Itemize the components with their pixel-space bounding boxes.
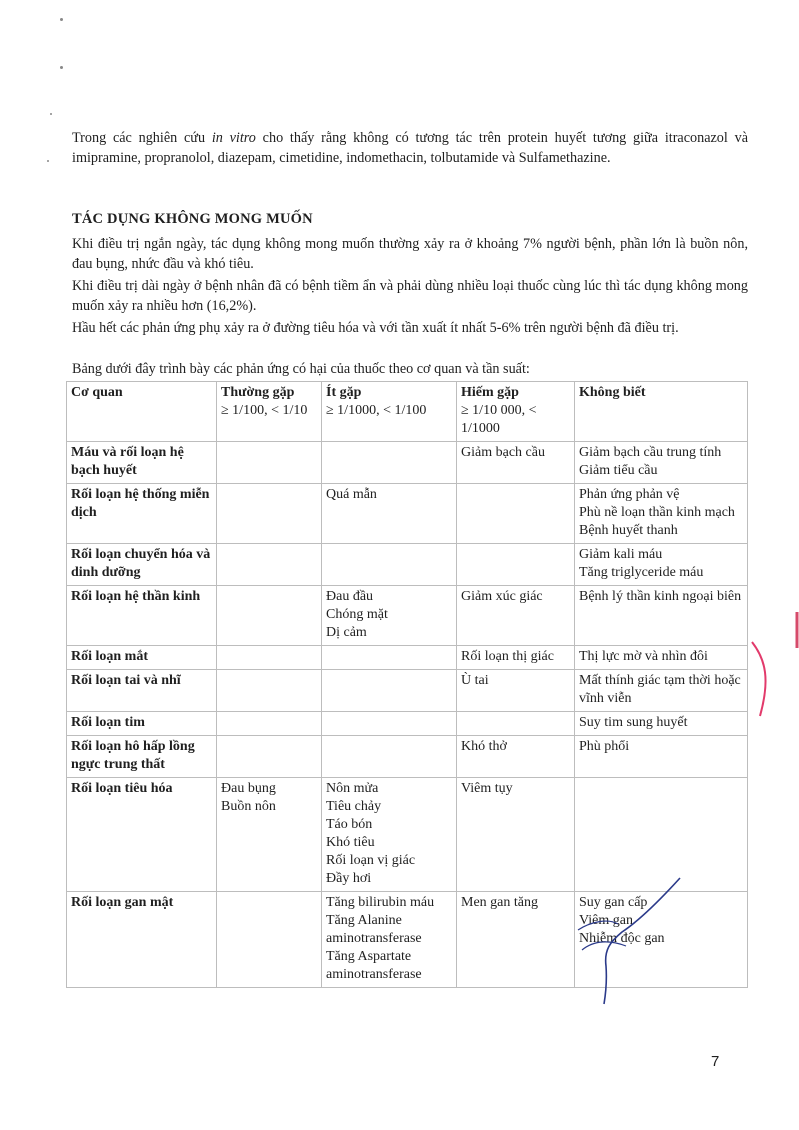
red-pen-mark — [748, 640, 778, 720]
frequency-cell-unknown — [575, 484, 748, 544]
reaction-item: Quá mẫn — [326, 487, 377, 502]
frequency-cell-rare — [457, 646, 575, 670]
frequency-cell-common — [217, 712, 322, 736]
frequency-cell-unknown — [575, 442, 748, 484]
frequency-cell-uncommon — [322, 442, 457, 484]
frequency-cell-common — [217, 484, 322, 544]
frequency-cell-rare — [457, 778, 575, 892]
frequency-cell-rare — [457, 586, 575, 646]
reaction-item: Giảm bạch cầu trung tính — [579, 445, 722, 460]
header-rare: Hiếm gặp ≥ 1/10 000, < 1/1000 — [457, 382, 575, 442]
frequency-cell-uncommon — [322, 778, 457, 892]
frequency-cell-uncommon — [322, 892, 457, 988]
frequency-cell-unknown — [575, 646, 748, 670]
reaction-item: Thị lực mờ và nhìn đôi — [579, 649, 708, 664]
frequency-cell-unknown — [575, 544, 748, 586]
organ-cell: Rối loạn tai và nhĩ — [67, 670, 217, 712]
reaction-item: Men gan tăng — [461, 895, 538, 910]
table-row — [67, 736, 748, 778]
frequency-cell-common — [217, 670, 322, 712]
frequency-cell-rare — [457, 736, 575, 778]
reaction-item: Viêm tụy — [461, 781, 513, 796]
scan-speck — [60, 18, 63, 21]
reaction-item: Khó tiêu — [326, 835, 375, 850]
organ-cell: Rối loạn hệ thần kinh — [67, 586, 217, 646]
reaction-item: Tăng Alanine aminotransferase — [326, 913, 422, 946]
reaction-item: Rối loạn thị giác — [461, 649, 554, 664]
frequency-cell-common — [217, 736, 322, 778]
table-row — [67, 442, 748, 484]
frequency-cell-common — [217, 586, 322, 646]
reaction-item: Giảm bạch cầu — [461, 445, 545, 460]
organ-cell: Rối loạn hô hấp lồng ngực trung thất — [67, 736, 217, 778]
reaction-item: Đau đầu — [326, 589, 374, 604]
frequency-cell-rare — [457, 484, 575, 544]
table-row — [67, 586, 748, 646]
header-organ: Cơ quan — [67, 382, 217, 442]
paragraph-table-intro: Bảng dưới đây trình bày các phản ứng có hại của thuốc theo cơ quan và tần suất: — [72, 361, 530, 377]
frequency-cell-uncommon — [322, 670, 457, 712]
organ-cell: Rối loạn chuyển hóa và dinh dưỡng — [67, 544, 217, 586]
frequency-cell-uncommon — [322, 736, 457, 778]
frequency-cell-common — [217, 544, 322, 586]
reaction-item: Bệnh huyết thanh — [579, 523, 678, 538]
reaction-item: Bệnh lý thần kinh ngoại biên — [579, 589, 742, 604]
reaction-item: Phù nề loạn thần kinh mạch — [579, 505, 735, 520]
frequency-cell-common — [217, 442, 322, 484]
frequency-cell-rare — [457, 670, 575, 712]
reaction-item: Tiêu chảy — [326, 799, 382, 814]
frequency-cell-rare — [457, 712, 575, 736]
reaction-item: Tăng Aspartate aminotransferase — [326, 949, 422, 982]
red-edge-mark — [788, 610, 799, 650]
header-common: Thường gặp ≥ 1/100, < 1/10 — [217, 382, 322, 442]
reaction-item: Giảm kali máu — [579, 547, 663, 562]
paragraph-short-term: Khi điều trị ngắn ngày, tác dụng không mong muốn thường xảy ra ở khoảng 7% người bệnh, phần lớn là buồn nôn, đau bụng, nhức đầu và khó tiêu. — [72, 236, 748, 272]
reaction-item: Ù tai — [461, 673, 489, 688]
reaction-item: Tăng triglyceride máu — [579, 565, 704, 580]
page-number: 7 — [711, 1053, 720, 1070]
reaction-item: Suy gan cấp — [579, 895, 648, 910]
reaction-item: Giảm tiểu cầu — [579, 463, 658, 478]
reaction-item: Khó thở — [461, 739, 507, 754]
reaction-item: Suy tim sung huyết — [579, 715, 688, 730]
organ-cell: Máu và rối loạn hệ bạch huyết — [67, 442, 217, 484]
organ-cell: Rối loạn hệ thống miễn dịch — [67, 484, 217, 544]
frequency-cell-common — [217, 646, 322, 670]
intro-paragraph: Trong các nghiên cứu in vitro cho thấy rằng không có tương tác trên protein huyết tương giữa itraconazol và imipramine, propranolol, diazepam, cimetidine, indomethacin, tolbutamide và Sulfamethazine. — [72, 130, 748, 166]
frequency-cell-uncommon — [322, 646, 457, 670]
organ-cell: Rối loạn gan mật — [67, 892, 217, 988]
scan-speck — [47, 160, 49, 162]
scan-speck — [50, 113, 52, 115]
table-row — [67, 712, 748, 736]
frequency-cell-unknown — [575, 586, 748, 646]
reaction-item: Viêm gan — [579, 913, 633, 928]
reaction-item: Nôn mửa — [326, 781, 379, 796]
paragraph-gi-effects: Hầu hết các phản ứng phụ xảy ra ở đường tiêu hóa và với tần xuất ít nhất 5-6% trên người bệnh đã điều trị. — [72, 320, 679, 336]
frequency-cell-rare — [457, 892, 575, 988]
table-row — [67, 544, 748, 586]
reaction-item: Phản ứng phản vệ — [579, 487, 680, 502]
frequency-cell-rare — [457, 442, 575, 484]
table-row — [67, 646, 748, 670]
frequency-cell-uncommon — [322, 544, 457, 586]
reaction-item: Rối loạn vị giác — [326, 853, 416, 868]
reaction-item: Giảm xúc giác — [461, 589, 543, 604]
frequency-cell-unknown — [575, 670, 748, 712]
reaction-item: Đau bụng — [221, 781, 276, 796]
frequency-cell-unknown — [575, 712, 748, 736]
reaction-item: Chóng mặt — [326, 607, 388, 622]
frequency-cell-common — [217, 778, 322, 892]
organ-cell: Rối loạn tim — [67, 712, 217, 736]
frequency-cell-uncommon — [322, 484, 457, 544]
reaction-item: Đầy hơi — [326, 871, 372, 886]
header-unknown: Không biết — [575, 382, 748, 442]
paragraph-long-term: Khi điều trị dài ngày ở bệnh nhân đã có bệnh tiềm ẩn và phải dùng nhiều loại thuốc cùng lúc thì tác dụng không mong muốn xảy ra nhiều hơn (16,2%). — [72, 278, 748, 314]
organ-cell: Rối loạn tiêu hóa — [67, 778, 217, 892]
table-header-row — [67, 382, 748, 442]
reaction-item: Buồn nôn — [221, 799, 276, 814]
organ-cell: Rối loạn mắt — [67, 646, 217, 670]
frequency-cell-unknown — [575, 736, 748, 778]
table-row — [67, 670, 748, 712]
reaction-item: Tăng bilirubin máu — [326, 895, 435, 910]
reaction-item: Táo bón — [326, 817, 373, 832]
frequency-cell-uncommon — [322, 586, 457, 646]
reaction-item: Dị cảm — [326, 625, 367, 640]
frequency-cell-rare — [457, 544, 575, 586]
header-uncommon: Ít gặp ≥ 1/1000, < 1/100 — [322, 382, 457, 442]
frequency-cell-common — [217, 892, 322, 988]
reaction-item: Mất thính giác tạm thời hoặc vĩnh viễn — [579, 673, 741, 706]
table-row — [67, 484, 748, 544]
frequency-cell-uncommon — [322, 712, 457, 736]
signature-mark — [560, 870, 690, 1010]
reaction-item: Phù phổi — [579, 739, 630, 754]
reaction-item: Nhiễm độc gan — [579, 931, 665, 946]
scan-speck — [60, 66, 63, 69]
section-heading: TÁC DỤNG KHÔNG MONG MUỐN — [72, 211, 313, 227]
